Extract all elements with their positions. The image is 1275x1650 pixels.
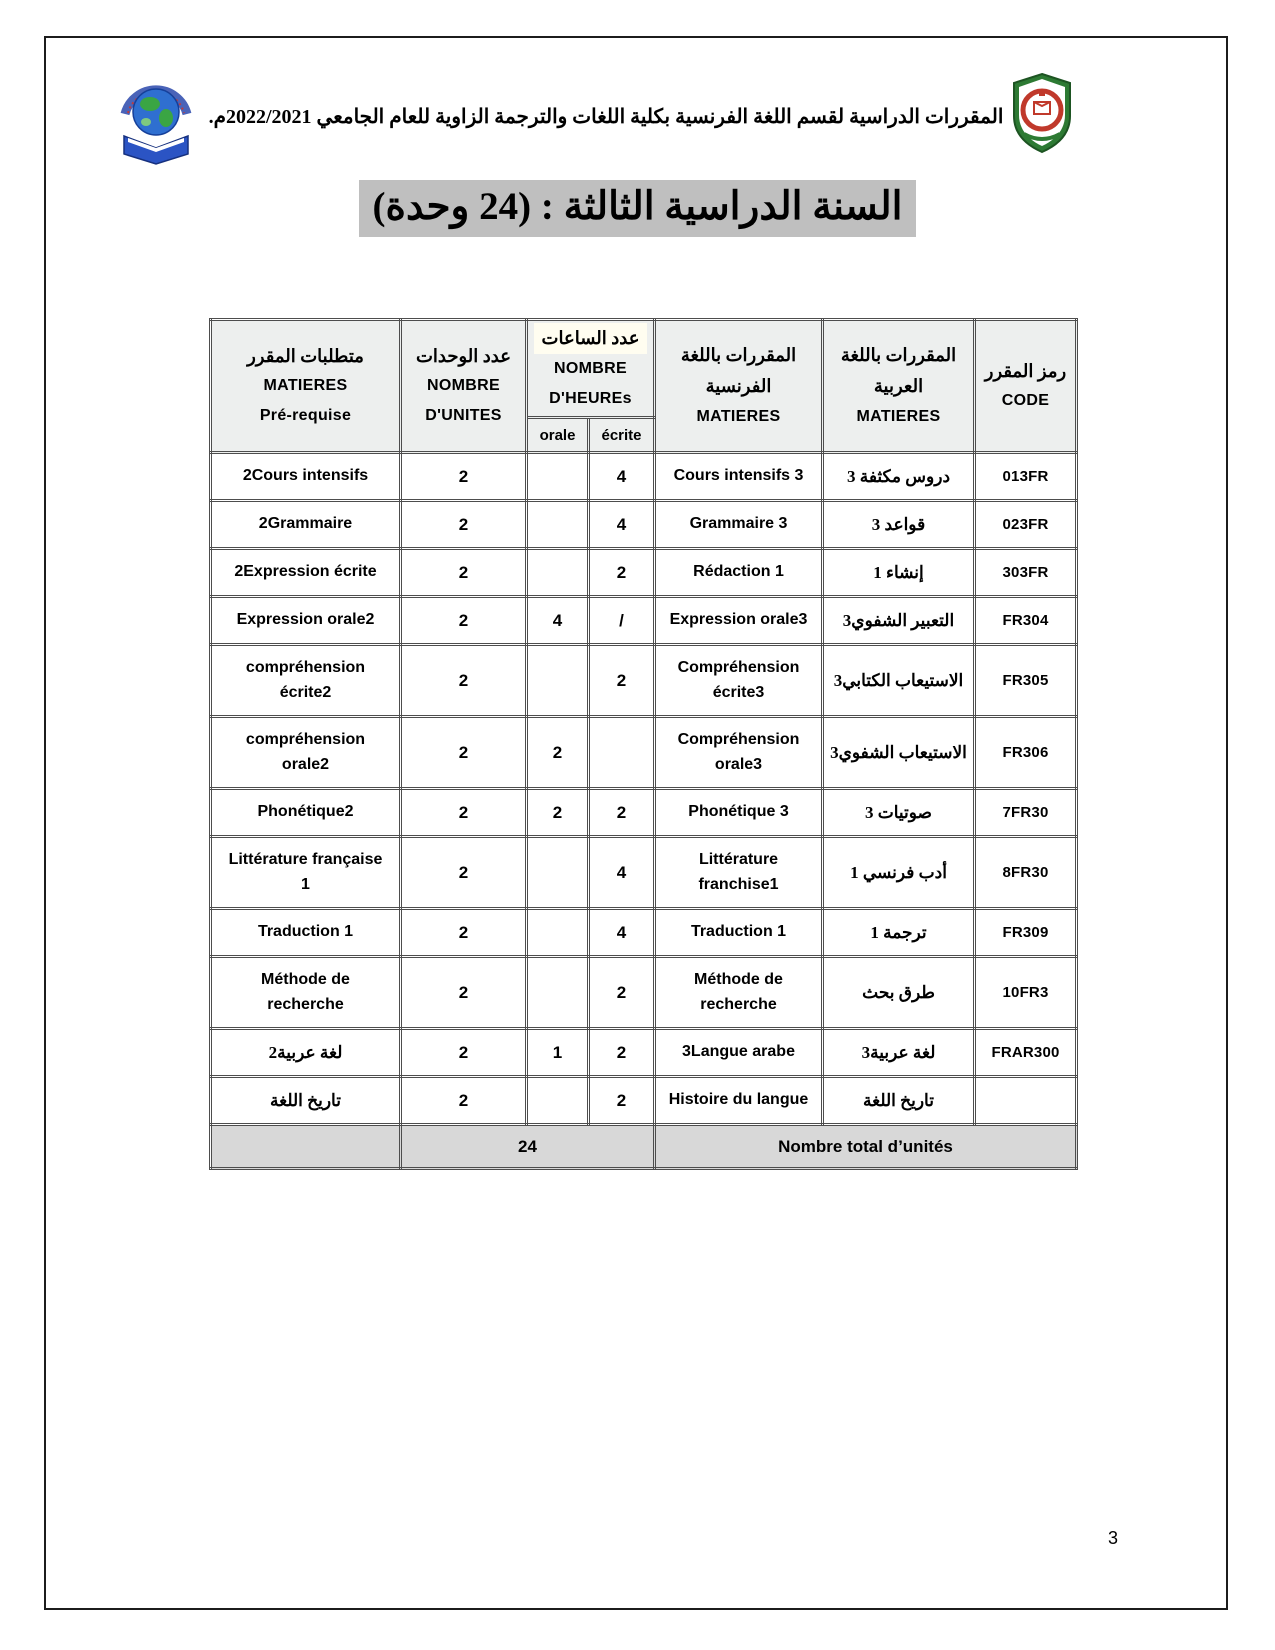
table-row <box>211 789 1077 837</box>
units-cell: 2 <box>401 501 527 549</box>
orale-cell <box>527 1077 589 1125</box>
table-row <box>211 957 1077 1029</box>
header-hours-orale: orale <box>527 418 589 453</box>
french-course-cell: Phonétique 3 <box>655 789 823 837</box>
french-course-cell: 3Langue arabe <box>655 1029 823 1077</box>
orale-cell: 1 <box>527 1029 589 1077</box>
faculty-shield-icon <box>1010 72 1074 154</box>
course-code-cell: FRAR300 <box>975 1029 1077 1077</box>
orale-cell: 2 <box>527 789 589 837</box>
french-course-cell: Histoire du langue <box>655 1077 823 1125</box>
ecrite-cell: 2 <box>589 549 655 597</box>
table-row <box>211 645 1077 717</box>
header-french-courses <box>655 320 823 453</box>
course-code-cell: FR304 <box>975 597 1077 645</box>
header-french-courses-fr: MATIERES <box>696 407 781 425</box>
total-units-label: Nombre total d’unités <box>655 1125 1077 1169</box>
header-prerequisites-fr: MATIERES <box>263 377 348 395</box>
prerequisite-cell: لغة عربية2 <box>211 1029 401 1077</box>
header-arabic-courses <box>823 320 975 453</box>
units-cell: 2 <box>401 453 527 501</box>
french-course-cell: Littérature franchise1 <box>655 837 823 909</box>
orale-cell <box>527 453 589 501</box>
header-french-courses-ar: المقررات باللغة الفرنسية <box>680 345 797 396</box>
course-code-cell: 303FR <box>975 549 1077 597</box>
page-title: السنة الدراسية الثالثة : (24 وحدة) <box>359 180 917 237</box>
prerequisite-cell: Traduction 1 <box>211 909 401 957</box>
course-code-cell: FR305 <box>975 645 1077 717</box>
table-row <box>211 597 1077 645</box>
table-row <box>211 1029 1077 1077</box>
units-cell: 2 <box>401 597 527 645</box>
course-code-cell: FR306 <box>975 717 1077 789</box>
header-hours-fr: NOMBRE <box>554 359 627 377</box>
prerequisite-cell: compréhension orale2 <box>211 717 401 789</box>
ecrite-cell: / <box>589 597 655 645</box>
arabic-course-cell: قواعد 3 <box>823 501 975 549</box>
table-row <box>211 501 1077 549</box>
course-code-cell: 8FR30 <box>975 837 1077 909</box>
prerequisite-cell: Méthode de recherche <box>211 957 401 1029</box>
prerequisite-cell: 2Cours intensifs <box>211 453 401 501</box>
header-hours <box>527 320 655 418</box>
course-code-cell: 7FR30 <box>975 789 1077 837</box>
header-arabic-courses-fr: MATIERES <box>856 407 941 425</box>
course-code-cell: 013FR <box>975 453 1077 501</box>
orale-cell <box>527 909 589 957</box>
prerequisite-cell: تاريخ اللغة <box>211 1077 401 1125</box>
course-code-cell: 023FR <box>975 501 1077 549</box>
units-cell: 2 <box>401 645 527 717</box>
header-code-ar: رمز المقرر <box>984 360 1067 381</box>
prerequisite-cell: Expression orale2 <box>211 597 401 645</box>
course-code-cell: FR309 <box>975 909 1077 957</box>
units-cell: 2 <box>401 909 527 957</box>
header-code <box>975 320 1077 453</box>
ecrite-cell: 2 <box>589 645 655 717</box>
ecrite-cell: 4 <box>589 837 655 909</box>
prerequisite-cell: Littérature française 1 <box>211 837 401 909</box>
orale-cell: 4 <box>527 597 589 645</box>
table-row <box>211 717 1077 789</box>
header-prerequisites <box>211 320 401 453</box>
arabic-course-cell: الاستيعاب الكتابي3 <box>823 645 975 717</box>
french-course-cell: Compréhension orale3 <box>655 717 823 789</box>
course-code-cell <box>975 1077 1077 1125</box>
french-course-cell: Compréhension écrite3 <box>655 645 823 717</box>
header-prerequisites-ar: متطلبات المقرر <box>247 345 364 366</box>
header-hours-ecrite: écrite <box>589 418 655 453</box>
table-row <box>211 909 1077 957</box>
table-row <box>211 549 1077 597</box>
orale-cell <box>527 837 589 909</box>
orale-cell <box>527 645 589 717</box>
french-course-cell: Rédaction 1 <box>655 549 823 597</box>
prerequisite-cell: Phonétique2 <box>211 789 401 837</box>
university-logo-icon <box>116 62 196 168</box>
ecrite-cell: 2 <box>589 1029 655 1077</box>
ecrite-cell: 4 <box>589 453 655 501</box>
arabic-course-cell: دروس مكثفة 3 <box>823 453 975 501</box>
units-cell: 2 <box>401 837 527 909</box>
arabic-course-cell: الاستيعاب الشفوي3 <box>823 717 975 789</box>
arabic-course-cell: التعبير الشفوي3 <box>823 597 975 645</box>
header-prerequisites-sub: Pré-requise <box>259 407 352 425</box>
ecrite-cell: 4 <box>589 501 655 549</box>
total-units-value: 24 <box>401 1125 655 1169</box>
french-course-cell: Méthode de recherche <box>655 957 823 1029</box>
units-cell: 2 <box>401 1029 527 1077</box>
french-course-cell: Expression orale3 <box>655 597 823 645</box>
total-row <box>211 1125 1077 1169</box>
header-hours-sub: D'HEUREs <box>549 389 632 407</box>
table-row <box>211 1077 1077 1125</box>
header-units <box>401 320 527 453</box>
prerequisite-cell: 2Expression écrite <box>211 549 401 597</box>
orale-cell <box>527 957 589 1029</box>
arabic-course-cell: تاريخ اللغة <box>823 1077 975 1125</box>
arabic-course-cell: طرق بحث <box>823 957 975 1029</box>
french-course-cell: Traduction 1 <box>655 909 823 957</box>
units-cell: 2 <box>401 789 527 837</box>
orale-cell: 2 <box>527 717 589 789</box>
header-units-ar: عدد الوحدات <box>415 345 511 366</box>
total-empty-cell <box>211 1125 401 1169</box>
orale-cell <box>527 549 589 597</box>
header-arabic-courses-ar: المقررات باللغة العربية <box>840 345 957 396</box>
orale-cell <box>527 501 589 549</box>
courses-table <box>209 318 1078 1170</box>
page-number: 3 <box>1108 1528 1119 1548</box>
prerequisite-cell: compréhension écrite2 <box>211 645 401 717</box>
ecrite-cell <box>589 717 655 789</box>
units-cell: 2 <box>401 717 527 789</box>
ecrite-cell: 2 <box>589 789 655 837</box>
table-row <box>211 453 1077 501</box>
header-hours-ar: عدد الساعات <box>532 323 649 354</box>
document-header-text: المقررات الدراسية لقسم اللغة الفرنسية بكلية اللغات والترجمة الزاوية للعام الجامعي 2022/2021م. <box>208 106 1004 128</box>
french-course-cell: Grammaire 3 <box>655 501 823 549</box>
arabic-course-cell: إنشاء 1 <box>823 549 975 597</box>
header-code-fr: CODE <box>1001 392 1050 410</box>
ecrite-cell: 2 <box>589 1077 655 1125</box>
units-cell: 2 <box>401 1077 527 1125</box>
header-units-fr: NOMBRE <box>427 377 500 395</box>
units-cell: 2 <box>401 957 527 1029</box>
arabic-course-cell: لغة عربية3 <box>823 1029 975 1077</box>
ecrite-cell: 2 <box>589 957 655 1029</box>
course-code-cell: 10FR3 <box>975 957 1077 1029</box>
header-units-sub: D'UNITES <box>425 407 502 425</box>
french-course-cell: Cours intensifs 3 <box>655 453 823 501</box>
arabic-course-cell: صوتيات 3 <box>823 789 975 837</box>
table-row <box>211 837 1077 909</box>
ecrite-cell: 4 <box>589 909 655 957</box>
prerequisite-cell: 2Grammaire <box>211 501 401 549</box>
units-cell: 2 <box>401 549 527 597</box>
arabic-course-cell: ترجمة 1 <box>823 909 975 957</box>
arabic-course-cell: أدب فرنسي 1 <box>823 837 975 909</box>
section-title-row <box>0 180 1275 237</box>
